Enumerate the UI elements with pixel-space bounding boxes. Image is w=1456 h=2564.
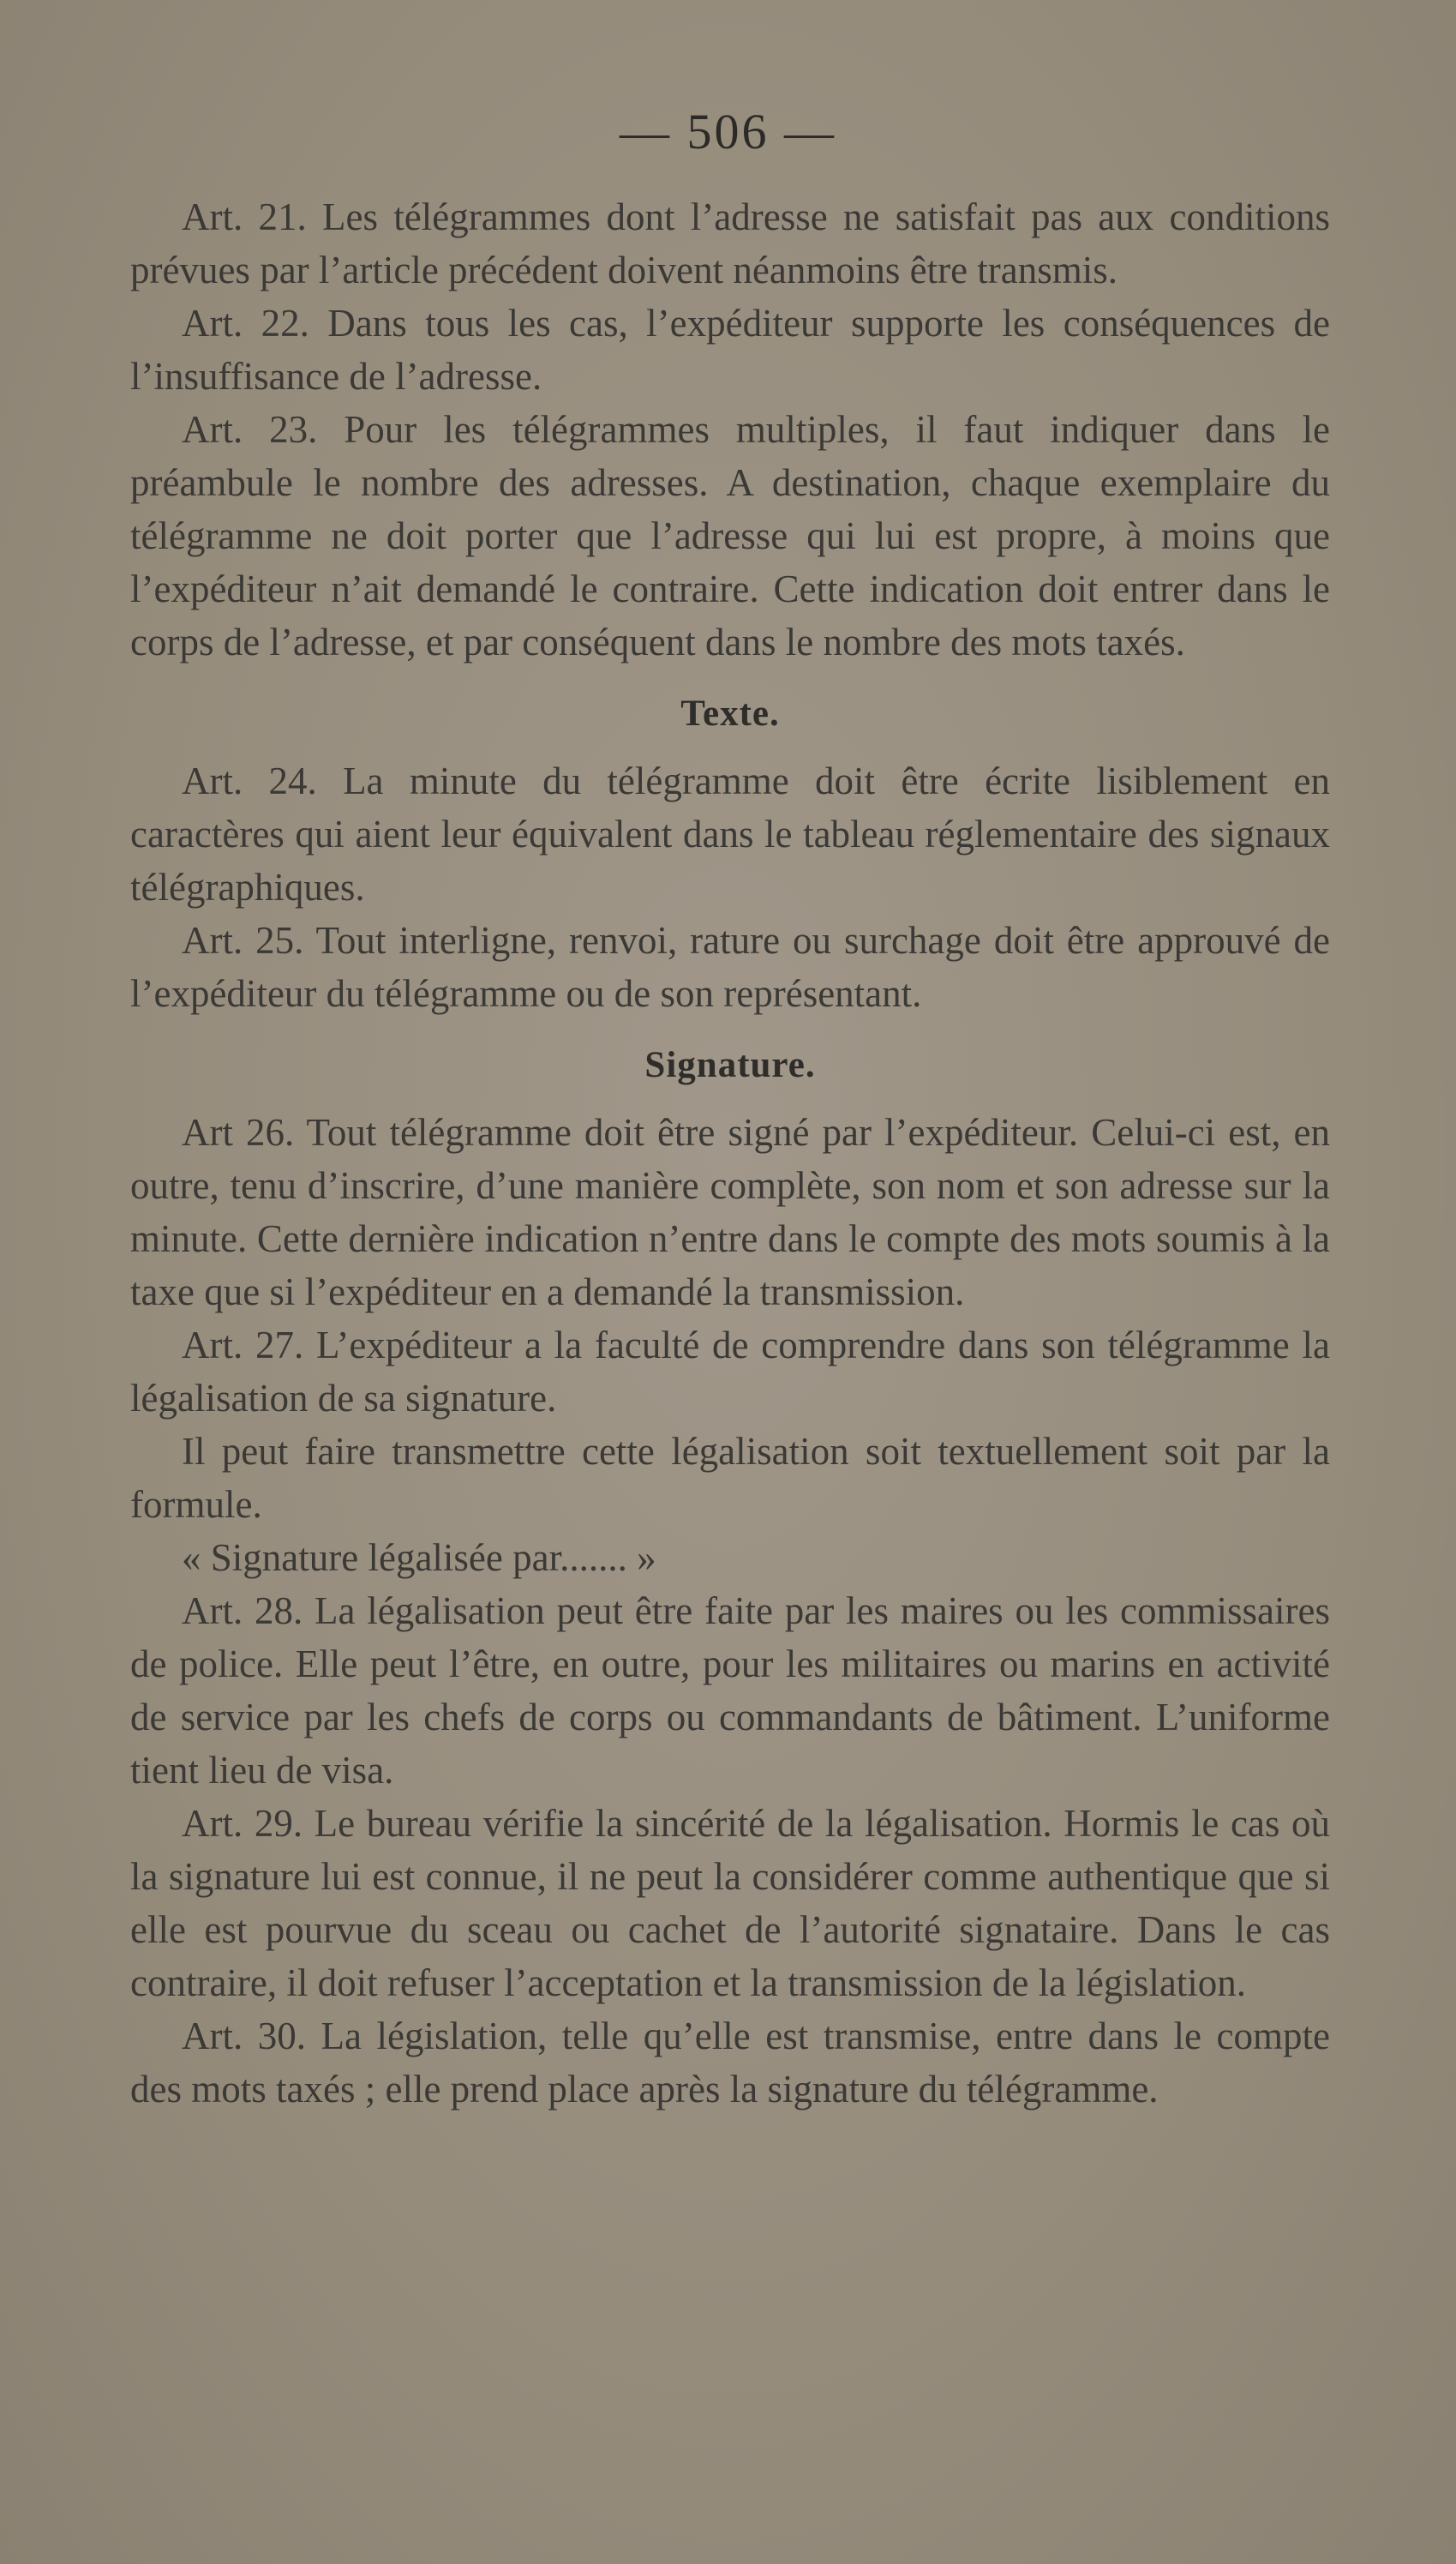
article-29: Art. 29. Le bureau vérifie la sincérité de la légalisation. Hormis le cas où la signature lui est connue, il ne peut la considérer comme authentique que si elle est pourvue du sceau ou cachet de l’autorité signataire. Dans le cas contraire, il doit refuser l’acceptation et la transmission de la législation. bbox=[130, 1802, 1330, 2004]
article-27-continuation: Il peut faire transmettre cette légalisation soit textuellement soit par la formule. bbox=[130, 1430, 1330, 1526]
page-number: — 506 — bbox=[620, 104, 836, 159]
article-24: Art. 24. La minute du télégramme doit être écrite lisiblement en caractères qui aient leur équivalent dans le tableau réglementaire des signaux télégraphiques. bbox=[130, 760, 1330, 909]
article-22: Art. 22. Dans tous les cas, l’expéditeur supporte les conséquences de l’insuffisance de l’adresse. bbox=[130, 302, 1330, 398]
article-30: Art. 30. La législation, telle qu’elle est transmise, entre dans le compte des mots taxés ; elle prend place après la signature du télégramme. bbox=[130, 2015, 1330, 2111]
article-25: Art. 25. Tout interligne, renvoi, rature ou surchage doit être approuvé de l’expéditeur du télégramme ou de son représentant. bbox=[130, 919, 1330, 1015]
page-body bbox=[130, 190, 1330, 2116]
section-heading-signature: Signature. bbox=[644, 1045, 816, 1085]
article-23: Art. 23. Pour les télégrammes multiples, il faut indiquer dans le préambule le nombre des adresses. A destination, chaque exemplaire du télégramme ne doit porter que l’adresse qui lui est propre, à moins que l’expéditeur n’ait demandé le contraire. Cette indication doit entrer dans le corps de l’adresse, et par conséquent dans le nombre des mots taxés. bbox=[130, 408, 1330, 664]
section-heading-texte: Texte. bbox=[680, 694, 780, 734]
article-26: Art 26. Tout télégramme doit être signé par l’expéditeur. Celui-ci est, en outre, tenu d’inscrire, d’une manière complète, son nom et son adresse sur la minute. Cette dernière indication n’entre dans le compte des mots soumis à la taxe que si l’expéditeur en a demandé la transmission. bbox=[130, 1111, 1330, 1313]
article-28: Art. 28. La légalisation peut être faite par les maires ou les commissaires de police. Elle peut l’être, en outre, pour les militaires ou marins en activité de service par les chefs de corps ou commandants de bâtiment. L’uniforme tient lieu de visa. bbox=[130, 1589, 1330, 1792]
article-21: Art. 21. Les télégrammes dont l’adresse ne satisfait pas aux conditions prévues par l’article précédent doivent néanmoins être transmis. bbox=[130, 195, 1330, 291]
article-27: Art. 27. L’expéditeur a la faculté de comprendre dans son télégramme la légalisation de sa signature. bbox=[130, 1324, 1330, 1420]
signature-formula: « Signature légalisée par....... » bbox=[182, 1536, 656, 1579]
